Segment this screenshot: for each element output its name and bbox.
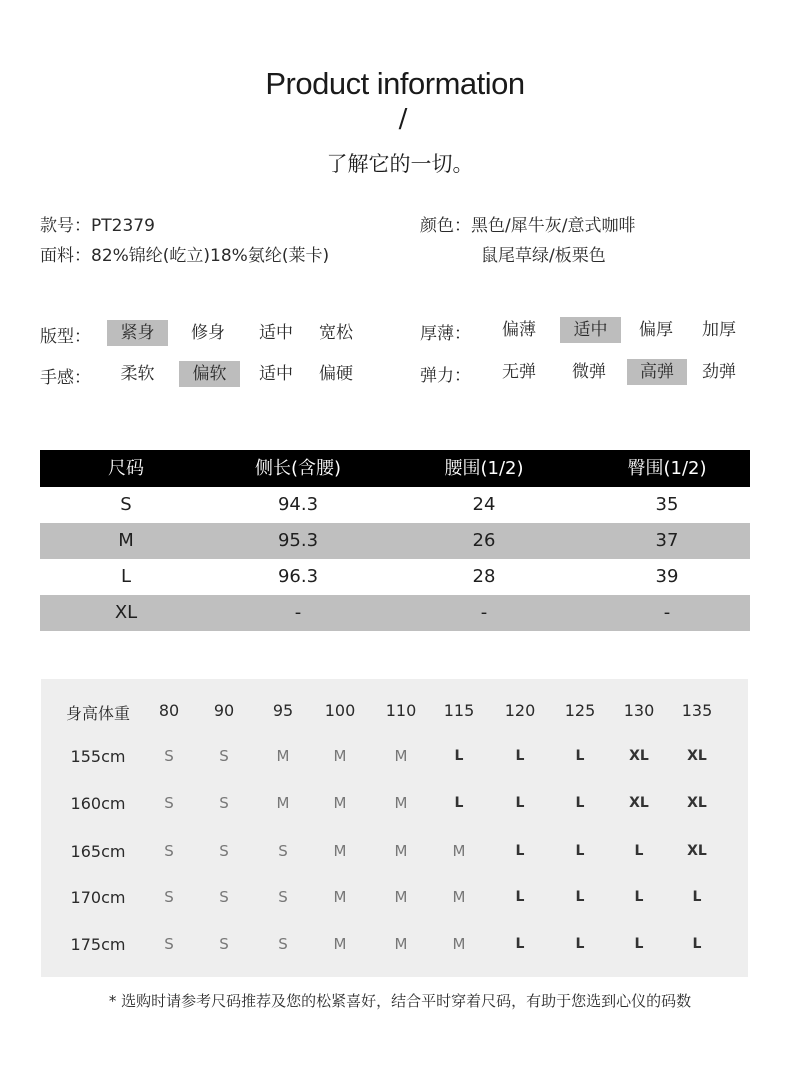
size-cell: S bbox=[278, 935, 288, 953]
size-cell: M bbox=[452, 888, 466, 906]
attribute-label: 版型： bbox=[40, 327, 91, 347]
size-table-cell: 94.3 bbox=[277, 494, 319, 515]
size-cell: M bbox=[394, 747, 408, 765]
size-cell: M bbox=[394, 888, 408, 906]
size-cell: M bbox=[394, 935, 408, 953]
weight-header: 115 bbox=[443, 701, 475, 720]
size-table-header-cell: 臀围(1/2) bbox=[627, 458, 707, 479]
size-cell: L bbox=[515, 936, 525, 952]
size-table-cell: 35 bbox=[655, 494, 679, 515]
size-cell: L bbox=[575, 795, 585, 811]
attribute-option-selected: 高弹 bbox=[627, 359, 687, 385]
size-table-cell: 28 bbox=[472, 566, 496, 587]
model-value: PT2379 bbox=[91, 216, 155, 236]
size-table-cell: 37 bbox=[655, 530, 679, 551]
page-subtitle: 了解它的一切。 bbox=[326, 152, 474, 176]
size-cell: XL bbox=[687, 795, 707, 811]
attribute-option: 柔软 bbox=[120, 364, 155, 384]
size-cell: L bbox=[515, 795, 525, 811]
size-cell: L bbox=[634, 889, 644, 905]
attribute-option: 无弹 bbox=[502, 362, 536, 382]
color-row bbox=[420, 211, 635, 236]
size-table-cell: 95.3 bbox=[277, 530, 319, 551]
attribute-option: 偏薄 bbox=[502, 320, 536, 340]
size-cell: L bbox=[575, 843, 585, 859]
color-label: 颜色： bbox=[420, 216, 471, 236]
weight-header: 95 bbox=[272, 701, 294, 720]
height-label: 160cm bbox=[70, 794, 126, 813]
size-cell: L bbox=[692, 936, 702, 952]
size-table-row bbox=[40, 559, 750, 595]
size-table-cell: 26 bbox=[472, 530, 496, 551]
model-row bbox=[40, 211, 155, 236]
size-cell: S bbox=[164, 935, 174, 953]
weight-header: 90 bbox=[213, 701, 235, 720]
size-table-header-cell: 尺码 bbox=[108, 458, 144, 479]
weight-header: 120 bbox=[504, 701, 536, 720]
size-table-row bbox=[40, 523, 750, 559]
size-cell: M bbox=[333, 794, 347, 812]
size-cell: S bbox=[278, 842, 288, 860]
size-table-cell: - bbox=[480, 602, 488, 623]
size-cell: S bbox=[164, 842, 174, 860]
attribute-option: 劲弹 bbox=[702, 362, 736, 382]
size-table-cell: - bbox=[294, 602, 302, 623]
size-cell: M bbox=[452, 935, 466, 953]
attribute-option: 修身 bbox=[191, 323, 225, 343]
attribute-label: 手感： bbox=[40, 368, 91, 388]
weight-header: 80 bbox=[158, 701, 180, 720]
size-cell: L bbox=[515, 748, 525, 764]
attribute-option-selected: 适中 bbox=[560, 317, 621, 343]
size-cell: S bbox=[219, 888, 229, 906]
size-cell: M bbox=[333, 935, 347, 953]
size-cell: L bbox=[454, 795, 464, 811]
size-cell: L bbox=[515, 889, 525, 905]
attribute-label: 弹力： bbox=[420, 366, 471, 386]
size-cell: S bbox=[219, 794, 229, 812]
weight-header: 100 bbox=[324, 701, 356, 720]
attribute-label: 厚薄： bbox=[420, 324, 471, 344]
size-table-cell: 24 bbox=[472, 494, 496, 515]
footnote: * 选购时请参考尺码推荐及您的松紧喜好，结合平时穿着尺码，有助于您选到心仪的码数 bbox=[108, 992, 692, 1010]
weight-header: 135 bbox=[681, 701, 713, 720]
height-label: 165cm bbox=[70, 842, 126, 861]
attribute-option: 加厚 bbox=[702, 320, 736, 340]
height-label: 170cm bbox=[70, 888, 126, 907]
size-table-header-cell: 腰围(1/2) bbox=[444, 458, 524, 479]
attribute-option-selected: 紧身 bbox=[107, 320, 168, 346]
color-value-line2: 鼠尾草绿/板栗色 bbox=[481, 246, 606, 266]
size-table-header bbox=[40, 450, 750, 487]
chart-corner-label: 身高体重 bbox=[65, 704, 130, 723]
size-cell: XL bbox=[687, 843, 707, 859]
size-table-cell: 96.3 bbox=[277, 566, 319, 587]
size-table-cell: S bbox=[120, 494, 132, 515]
size-cell: L bbox=[692, 889, 702, 905]
size-table-cell: XL bbox=[114, 602, 138, 623]
size-table-cell: 39 bbox=[655, 566, 679, 587]
size-cell: L bbox=[515, 843, 525, 859]
size-cell: L bbox=[634, 843, 644, 859]
size-cell: XL bbox=[629, 748, 649, 764]
size-cell: L bbox=[575, 748, 585, 764]
size-cell: L bbox=[575, 889, 585, 905]
size-cell: S bbox=[219, 747, 229, 765]
weight-header: 130 bbox=[623, 701, 655, 720]
attribute-option: 适中 bbox=[259, 364, 293, 384]
fabric-value: 82%锦纶(屹立)18%氨纶(莱卡) bbox=[91, 246, 330, 266]
size-cell: XL bbox=[629, 795, 649, 811]
size-cell: M bbox=[394, 842, 408, 860]
size-cell: M bbox=[333, 888, 347, 906]
fabric-label: 面料： bbox=[40, 246, 91, 266]
attribute-option-selected: 偏软 bbox=[179, 361, 240, 387]
size-cell: S bbox=[278, 888, 288, 906]
size-recommendation-chart bbox=[41, 679, 748, 977]
height-label: 175cm bbox=[70, 935, 126, 954]
size-table bbox=[40, 450, 750, 631]
size-cell: S bbox=[219, 935, 229, 953]
attribute-option: 宽松 bbox=[319, 323, 353, 343]
size-cell: M bbox=[452, 842, 466, 860]
weight-header: 125 bbox=[564, 701, 596, 720]
attribute-option: 偏硬 bbox=[319, 364, 353, 384]
size-cell: S bbox=[164, 747, 174, 765]
size-table-row bbox=[40, 487, 750, 523]
size-cell: L bbox=[575, 936, 585, 952]
size-cell: S bbox=[219, 842, 229, 860]
weight-header: 110 bbox=[385, 701, 417, 720]
height-label: 155cm bbox=[70, 747, 126, 766]
size-cell: L bbox=[634, 936, 644, 952]
size-table-cell: M bbox=[118, 530, 134, 551]
attribute-option: 偏厚 bbox=[639, 320, 673, 340]
size-cell: S bbox=[164, 794, 174, 812]
size-table-cell: - bbox=[663, 602, 671, 623]
size-cell: M bbox=[394, 794, 408, 812]
title-divider: / bbox=[398, 104, 408, 134]
size-cell: M bbox=[276, 747, 290, 765]
size-cell: S bbox=[164, 888, 174, 906]
attribute-option: 微弹 bbox=[572, 362, 606, 382]
model-label: 款号： bbox=[40, 216, 91, 236]
size-cell: L bbox=[454, 748, 464, 764]
size-cell: M bbox=[333, 842, 347, 860]
attribute-option: 适中 bbox=[259, 323, 293, 343]
size-cell: M bbox=[333, 747, 347, 765]
size-cell: XL bbox=[687, 748, 707, 764]
color-value-line1: 黑色/犀牛灰/意式咖啡 bbox=[471, 216, 636, 236]
size-cell: M bbox=[276, 794, 290, 812]
fabric-row bbox=[40, 241, 329, 266]
size-table-row bbox=[40, 595, 750, 631]
size-table-header-cell: 侧长(含腰) bbox=[254, 458, 342, 479]
page-title: Product information bbox=[265, 66, 525, 101]
size-table-cell: L bbox=[120, 566, 132, 587]
